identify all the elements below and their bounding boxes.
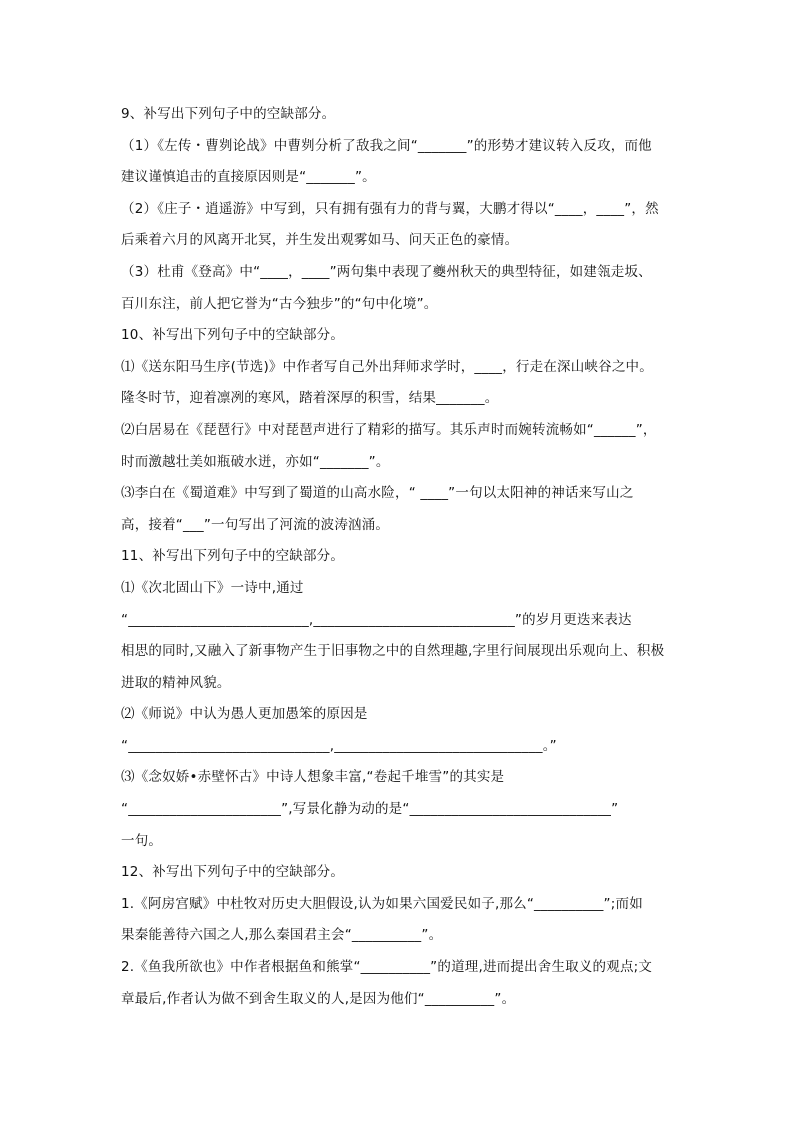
question-10-line-1: ⑴《送东阳马生序(节选)》中作者写自己外出拜师求学时，____，行走在深山峡谷之中。 xyxy=(121,358,653,375)
question-10-line-3: ⑵白居易在《琵琶行》中对琵琶声进行了精彩的描写。其乐声时而婉转流畅如“______”， xyxy=(121,421,657,438)
question-12-line-4: 章最后,作者认为做不到舍生取义的人,是因为他们“__________”。 xyxy=(121,990,516,1007)
question-12-title: 12、补写出下列句子中的空缺部分。 xyxy=(121,864,345,881)
question-9-line-5: （3）杜甫《登高》中“____，____”两句集中表现了夔州秋天的典型特征，如建瓴走坂、 xyxy=(121,263,652,280)
question-11-line-5: ⑵《师说》中认为愚人更加愚笨的原因是 xyxy=(121,706,368,723)
question-12-line-1: 1.《阿房宫赋》中杜牧对历史大胆假设,认为如果六国爱民如子,那么“__________”;而如 xyxy=(121,895,643,912)
question-9-line-6: 百川东注，前人把它誉为“古今独步”的“句中化境”。 xyxy=(121,295,438,312)
document-page xyxy=(121,99,681,1015)
question-9-title: 9、补写出下列句子中的空缺部分。 xyxy=(121,106,336,122)
question-11-line-6: “_____________________________,______________________________。” xyxy=(121,737,557,754)
question-10-line-4: 时而激越壮美如瓶破水迸，亦如“_______”。 xyxy=(121,453,390,470)
question-11-line-9: 一句。 xyxy=(121,832,163,849)
question-9-line-1: （1）《左传・曹刿论战》中曹刿分析了敌我之间“_______”的形势才建议转入反攻，而他 xyxy=(121,137,652,154)
question-9-line-4: 后乘着六月的风离开北冥，并生发出观雾如马、问天正色的豪情。 xyxy=(121,232,519,249)
question-10-line-5: ⑶李白在《蜀道难》中写到了蜀道的山高水险，“ ____”一句以太阳神的神话来写山之 xyxy=(121,485,634,502)
question-12-line-2: 果秦能善待六国之人,那么秦国君主会“__________”。 xyxy=(121,927,443,944)
question-11-title: 11、补写出下列句子中的空缺部分。 xyxy=(121,548,345,565)
question-9-line-3: （2）《庄子・逍遥游》中写到，只有拥有强有力的背与翼，大鹏才得以“____，____”，然 xyxy=(121,200,659,217)
question-11-line-1: ⑴《次北固山下》一诗中,通过 xyxy=(121,579,304,596)
question-11-line-3: 相思的同时,又融入了新事物产生于旧事物之中的自然理趣,字里行间展现出乐观向上、积极 xyxy=(121,643,665,660)
question-12-line-3: 2.《鱼我所欲也》中作者根据鱼和熊掌“__________”的道理,进而提出舍生取义的观点;文 xyxy=(121,959,653,976)
question-9-line-2: 建议谨慎追击的直接原因则是“_______”。 xyxy=(121,169,376,186)
question-11-line-2: “__________________________,_____________________________”的岁月更迭来表达 xyxy=(121,611,632,628)
question-11-line-4: 进取的精神风貌。 xyxy=(121,674,231,691)
question-10-line-6: 高，接着“___”一句写出了河流的波涛汹涌。 xyxy=(121,516,390,533)
question-11-line-8: “______________________”,写景化静为动的是“_____________________________” xyxy=(121,801,619,818)
question-10-title: 10、补写出下列句子中的空缺部分。 xyxy=(121,327,345,344)
question-10-line-2: 隆冬时节，迎着凛冽的寒风，踏着深厚的积雪，结果_______。 xyxy=(121,390,499,407)
question-11-line-7: ⑶《念奴娇•赤壁怀古》中诗人想象丰富,“卷起千堆雪”的其实是 xyxy=(121,769,505,786)
